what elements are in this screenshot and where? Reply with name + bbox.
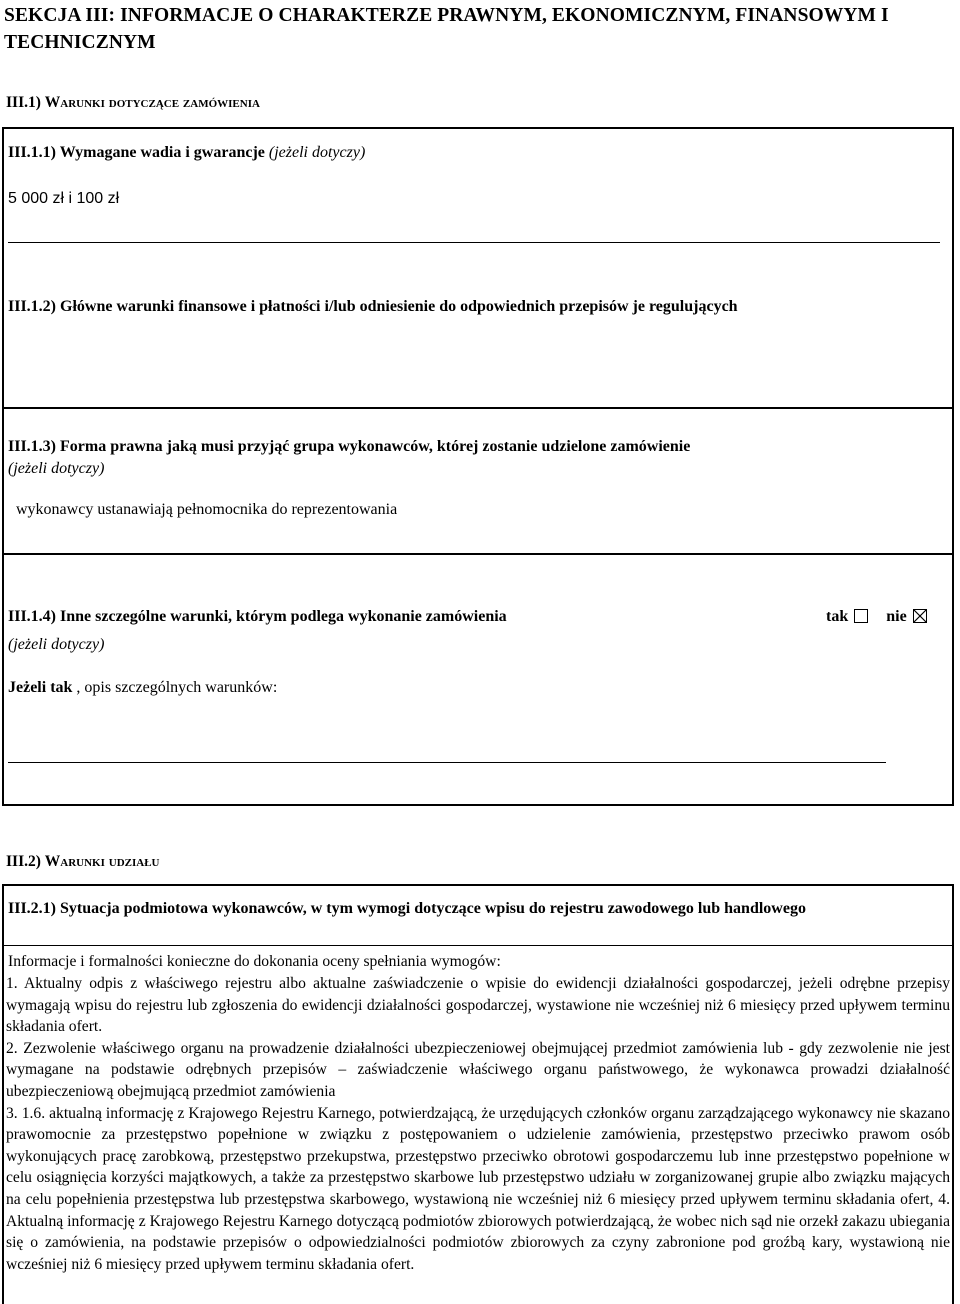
question-iii-1-2 — [8, 298, 738, 316]
no-checkbox[interactable] — [913, 609, 927, 623]
answer-line — [8, 242, 940, 243]
question-iii-1-1 — [8, 144, 365, 162]
checkmark-x-icon — [913, 609, 927, 623]
question-iii-1-4 — [8, 608, 507, 626]
requirement-2: 2. Zezwolenie właściwego organu na prowadzenie działalności ubezpieczeniowej obejmującej przedmiot zamówienia lub - gdy zezwolenie nie jest wymagane na podstawie odrębnych przepisów – zaświadczenie właściwego organu państwowego, że wykonawca prowadzi działalność ubezpieczeniową obejmującą przedmiot zamówienia — [6, 1039, 950, 1100]
answer-line — [8, 762, 886, 763]
subsection-title: Warunki udziału — [44, 853, 160, 870]
requirements-list — [6, 973, 950, 1275]
subsection-number: III.1) — [6, 94, 41, 111]
box-divider — [2, 553, 954, 555]
question-note: (jeżeli dotyczy) — [268, 144, 366, 161]
question-note-iii-1-3 — [8, 460, 104, 478]
box-divider — [2, 407, 954, 409]
yes-label: tak — [826, 608, 849, 625]
details-prompt-text: , opis szczególnych warunków: — [76, 679, 278, 696]
box-divider — [2, 945, 954, 946]
question-note: (jeżeli dotyczy) — [8, 460, 105, 477]
question-iii-2-1: III.2.1) Sytuacja podmiotowa wykonawców, w tym wymogi dotyczące wpisu do rejestru zawodowego lub handlowego — [8, 900, 806, 917]
question-note: (jeżeli dotyczy) — [8, 636, 105, 653]
answer-iii-1-3: wykonawcy ustanawiają pełnomocnika do reprezentowania — [16, 501, 398, 518]
question-note-iii-1-4 — [8, 636, 104, 654]
requirement-1: 1. Aktualny odpis z właściwego rejestru albo aktualne zaświadczenie o wpisie do ewidencji działalności gospodarczej, jeżeli odrębne przepisy wymagają wpisu do rejestru lub zgłoszenia do ewidencji działalności gospodarczej, wystawione nie wcześniej niż 6 miesięcy przed upływem terminu składania ofert. — [6, 975, 950, 1036]
question-label: III.1.4) Inne szczególne warunki, którym podlega wykonanie zamówienia — [8, 608, 507, 625]
requirements-intro: Informacje i formalności konieczne do dokonania oceny spełniania wymogów: — [8, 953, 501, 970]
yes-checkbox[interactable] — [854, 609, 868, 623]
no-label: nie — [886, 608, 907, 625]
answer-iii-1-1: 5 000 zł i 100 zł — [8, 190, 120, 207]
subsection-number: III.2) — [6, 853, 41, 870]
subsection-heading-iii2 — [6, 853, 159, 871]
subsection-title: Warunki dotyczące zamówienia — [44, 94, 260, 111]
question-label: III.1.2) Główne warunki finansowe i płatności i/lub odniesienie do odpowiednich przepisów je regulujących — [8, 298, 738, 315]
conditions-box — [2, 127, 954, 806]
question-label: III.1.1) Wymagane wadia i gwarancje — [8, 144, 265, 161]
yes-no-options — [826, 608, 927, 626]
question-label: III.1.3) Forma prawna jaką musi przyjąć grupa wykonawców, której zostanie udzielone zamówienie — [8, 438, 691, 455]
details-prompt — [8, 679, 277, 697]
requirement-3: 3. 1.6. aktualną informację z Krajowego Rejestru Karnego, potwierdzającą, że urzędujących członków organu zarządzającego wykonawcy nie skazano prawomocnie za przestępstwo popełnione w związku z postępowaniem o udzielenie zamówienia, przestępstwo przeciwko prawom osób wykonujących pracę zarobkową, przestępstwo przekupstwa, przestępstwo przeciwko obrotowi gospodarczemu lub inne przestępstwo popełnione w celu osiągnięcia korzyści majątkowych, a także za przestępstwo skarbowe lub przestępstwo udziału w zorganizowanej grupie albo związku mających na celu popełnienia przestępstwa lub przestępstwa skarbowego, wystawioną nie wcześniej niż 6 miesięcy przed upływem terminu składania ofert, 4. Aktualną informację z Krajowego Rejestru Karnego dotyczącą podmiotów zbiorowych potwierdzającą, że wobec nich sąd nie orzekł zakazu ubiegania się o zamówienia, na podstawie przepisów o odpowiedzialności podmiotów zbiorowych za czyny zabronione pod groźbą kary, wystawioną nie wcześniej niż 6 miesięcy przed upływem terminu składania ofert. — [6, 1104, 950, 1273]
subsection-heading-iii1 — [6, 94, 260, 112]
section-title: SEKCJA III: INFORMACJE O CHARAKTERZE PRAWNYM, EKONOMICZNYM, FINANSOWYM I TECHNICZNYM — [4, 5, 889, 53]
details-prompt-bold: Jeżeli tak — [8, 679, 73, 696]
question-iii-1-3 — [8, 438, 690, 456]
